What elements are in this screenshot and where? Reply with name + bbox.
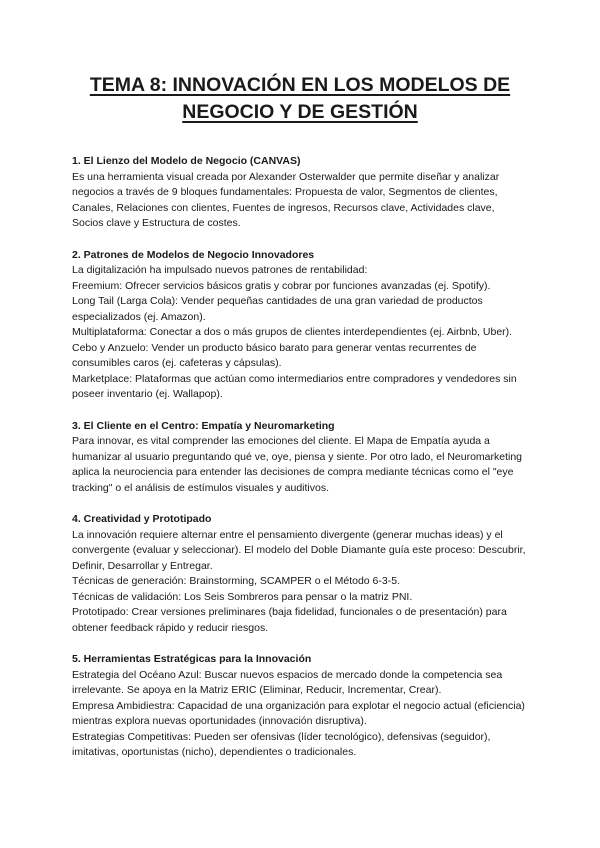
section-heading: 3. El Cliente en el Centro: Empatía y Neuromarketing [72,419,335,432]
section-paragraph: Cebo y Anzuelo: Vender un producto básico barato para generar ventas recurrentes de consumibles caros (ej. cafeteras y cápsulas). [72,341,477,369]
section-5 [72,652,528,761]
section-1 [72,154,528,232]
section-heading: 5. Herramientas Estratégicas para la Innovación [72,653,312,665]
section-2 [72,248,528,403]
section-paragraph: Para innovar, es vital comprender las emociones del cliente. El Mapa de Empatía ayuda a humanizar al usuario preguntando qué ve, oye, piensa y siente. Por otro lado, el Neuromarketing aplica la neurociencia para entender las decisiones de compra mediante técnicas como el "eye tracking" o el análisis de estímulos visuales y auditivos. [72,435,523,494]
section-4 [72,512,528,636]
page-title [72,72,528,126]
section-paragraph: Prototipado: Crear versiones preliminares (baja fidelidad, funcionales o de presentación) para obtener feedback rápido y reducir riesgos. [72,606,507,634]
section-paragraph: Marketplace: Plataformas que actúan como intermediarios entre compradores y vendedores sin poseer inventario (ej. Wallapop). [72,372,517,400]
section-paragraph: Estrategias Competitivas: Pueden ser ofensivas (líder tecnológico), defensivas (seguidor), imitativas, oportunistas (nicho), dependientes o tradicionales. [72,730,491,758]
section-paragraph: Técnicas de generación: Brainstorming, SCAMPER o el Método 6-3-5. [72,575,400,587]
section-heading: 2. Patrones de Modelos de Negocio Innovadores [72,248,315,261]
title-line-2: NEGOCIO Y DE GESTIÓN [182,101,418,123]
section-paragraph: Long Tail (Larga Cola): Vender pequeñas cantidades de una gran variedad de productos especializados (ej. Amazon). [72,295,483,323]
section-paragraph: Empresa Ambidiestra: Capacidad de una organización para explotar el negocio actual (eficiencia) mientras explora nuevas oportunidades (innovación disruptiva). [72,699,525,727]
section-paragraph: Es una herramienta visual creada por Alexander Osterwalder que permite diseñar y analizar negocios a través de 9 bloques fundamentales: Propuesta de valor, Segmentos de clientes, Canales, Relaciones con clientes, Fuentes de ingresos, Recursos clave, Actividades clave, Socios clave y Estructura de costes. [72,170,500,229]
section-heading: 1. El Lienzo del Modelo de Negocio (CANVAS) [72,155,301,167]
section-heading: 4. Creatividad y Prototipado [72,513,212,525]
section-3 [72,419,528,497]
section-paragraph: La digitalización ha impulsado nuevos patrones de rentabilidad: [72,264,368,276]
section-paragraph: Técnicas de validación: Los Seis Sombreros para pensar o la matriz PNI. [72,590,413,603]
sections-container [72,154,528,761]
section-paragraph: Freemium: Ofrecer servicios básicos gratis y cobrar por funciones avanzadas (ej. Spotify). [72,279,491,292]
title-line-1: TEMA 8: INNOVACIÓN EN LOS MODELOS DE [89,74,511,96]
section-paragraph: Multiplataforma: Conectar a dos o más grupos de clientes interdependientes (ej. Airbnb, Uber). [72,326,513,338]
section-paragraph: Estrategia del Océano Azul: Buscar nuevos espacios de mercado donde la competencia sea irrelevante. Se apoya en la Matriz ERIC (Eliminar, Reducir, Incrementar, Crear). [72,668,503,696]
section-paragraph: La innovación requiere alternar entre el pensamiento divergente (generar muchas ideas) y el convergente (evaluar y seleccionar). El modelo del Doble Diamante guía este proceso: Descubrir, Definir, Desarrollar y Entregar. [72,528,526,572]
